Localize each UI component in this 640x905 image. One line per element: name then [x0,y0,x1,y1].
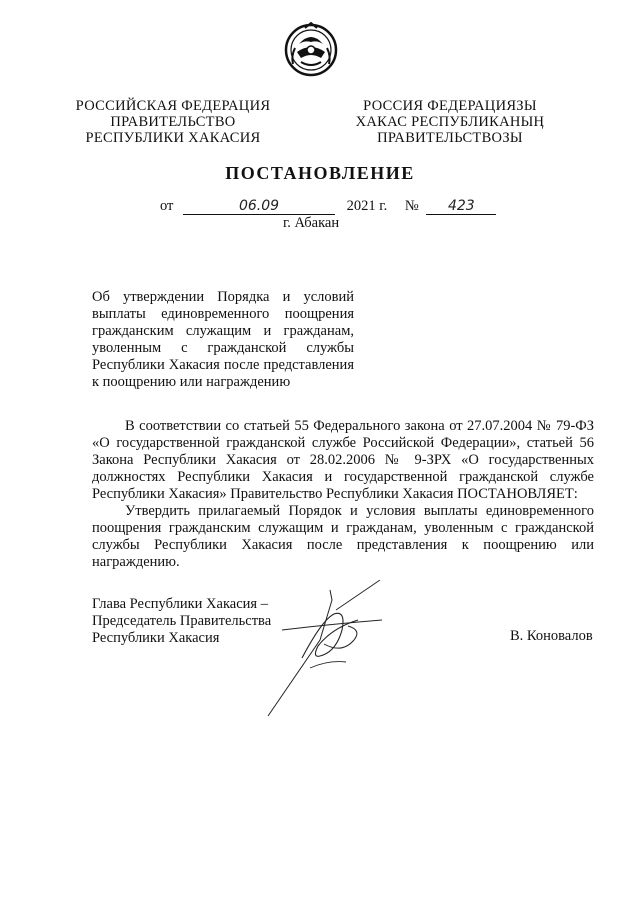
body-paragraph: Утвердить прилагаемый Порядок и условия выплаты единовременного поощрения гражданским служащим и гражданам, уволенным с гражданской службы Республики Хакасия после представления к поощрению или награждению. [92,503,594,570]
signatory-title [92,596,271,647]
date-handwritten: 06.09 [183,199,335,215]
header-left-line: РОССИЙСКАЯ ФЕДЕРАЦИЯ [75,98,271,114]
document-body [92,418,594,571]
coat-of-arms-emblem-icon [283,20,339,78]
header-left-line: РЕСПУБЛИКИ ХАКАСИЯ [85,130,261,146]
number-label: № [404,198,419,214]
header-right-line: ПРАВИТЕЛЬСТВОЗЫ [377,130,523,146]
body-paragraph: В соответствии со статьей 55 Федерального закона от 27.07.2004 № 79-ФЗ «О государственной гражданской службе Российской Федерации», статьей 56 Закона Республики Хакасия от 28.02.2006 № 9-ЗРХ «О государственных должностях Республики Хакасия и государственной гражданской службе Республики Хакасия» Правительство Республики Хакасия ПОСТАНОВЛЯЕТ: [92,418,594,502]
date-year: 2021 г. [346,198,388,214]
header-right [345,98,555,146]
header-left-line: ПРАВИТЕЛЬСТВО [110,114,236,130]
document-subject: Об утверждении Порядка и условий выплаты единовременного поощрения гражданским служащим и гражданам, уволенным с гражданской службы Республики Хакасия после представления к поощрению или награждению [92,289,354,390]
city: г. Абакан [283,215,340,231]
header-right-line: ХАКАС РЕСПУБЛИКАНЫӉ [355,114,545,130]
signatory-title-line: Председатель Правительства [92,613,272,629]
document-title: ПОСТАНОВЛЕНИЕ [225,163,415,183]
header-right-line: РОССИЯ ФЕДЕРАЦИЯЗЫ [363,98,537,114]
signatory-name: В. Коновалов [510,628,593,644]
handwritten-signature-icon [262,580,402,720]
header-left [68,98,278,146]
signatory-title-line: Глава Республики Хакасия – [92,596,268,612]
number-handwritten: 423 [426,199,496,215]
signatory-title-line: Республики Хакасия [92,630,220,646]
date-line [160,198,496,215]
date-from-label: от [160,198,174,214]
